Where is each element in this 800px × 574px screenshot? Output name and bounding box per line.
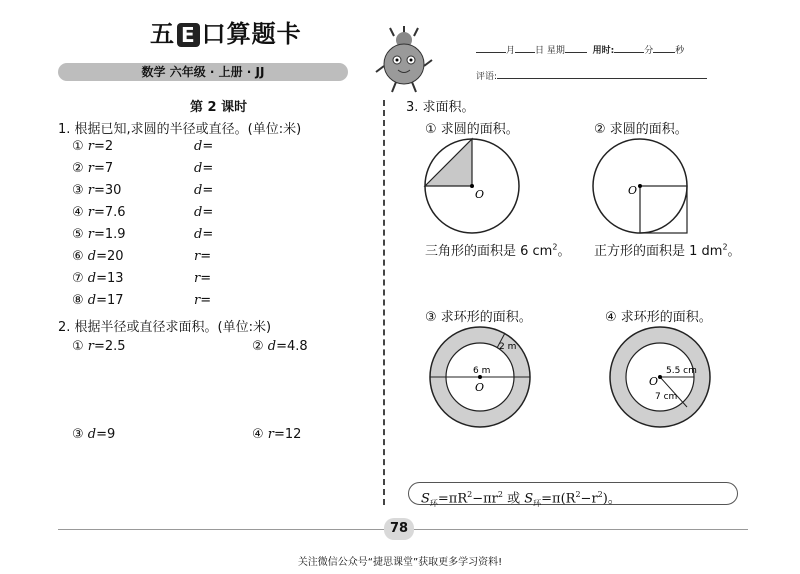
ring-figure-4 bbox=[605, 325, 720, 430]
question-1-item: ⑥ d=20 bbox=[72, 249, 124, 264]
sub1-note: 三角形的面积是 6 $cm^2$。 bbox=[425, 242, 571, 259]
center-label: O bbox=[628, 184, 638, 197]
question-1-item: ⑧ d=17 bbox=[72, 293, 124, 308]
question-1-answer: d= bbox=[194, 183, 214, 198]
question-1-item: ④ r=7.6 bbox=[72, 205, 126, 220]
sub4-label: ④ 求环形的面积。 bbox=[605, 310, 712, 325]
outer-radius-label: 7 cm bbox=[655, 392, 678, 402]
question-1-item: ③ r=30 bbox=[72, 183, 122, 198]
question-2-item: ① r=2.5 bbox=[72, 339, 126, 354]
card-title: 五 E 口算题卡 bbox=[150, 20, 302, 48]
lesson-title: 第 2 课时 bbox=[190, 100, 248, 115]
brand-logo: E bbox=[177, 23, 200, 47]
question-1-item: ① r=2 bbox=[72, 139, 114, 154]
question-1-answer: r= bbox=[194, 271, 212, 286]
question-1-title: 1. 根据已知,求圆的半径或直径。(单位:米) bbox=[58, 122, 302, 137]
subject-bar: 数学 六年级 · 上册 · JJ bbox=[58, 63, 348, 81]
circle-square-figure bbox=[588, 136, 698, 236]
sub3-label: ③ 求环形的面积。 bbox=[425, 310, 532, 325]
question-2-item: ③ d=9 bbox=[72, 427, 116, 442]
question-2-title: 2. 根据半径或直径求面积。(单位:米) bbox=[58, 320, 272, 335]
sub2-label: ② 求圆的面积。 bbox=[594, 122, 688, 137]
question-1-item: ② r=7 bbox=[72, 161, 114, 176]
sub1-label: ① 求圆的面积。 bbox=[425, 122, 519, 137]
ring-width-label: 2 m bbox=[499, 342, 517, 352]
question-1-answer: d= bbox=[194, 227, 214, 242]
question-1-item: ⑦ d=13 bbox=[72, 271, 124, 286]
question-1-answer: d= bbox=[194, 205, 214, 220]
question-1-answer: r= bbox=[194, 293, 212, 308]
question-2-item: ④ r=12 bbox=[252, 427, 302, 442]
ring-area-formula: $S_环=\pi R^2-\pi r^2$ 或 $S_环=\pi(R^2-r^2)$。 bbox=[408, 482, 738, 505]
center-label: O bbox=[475, 188, 485, 201]
mascot-icon bbox=[372, 26, 436, 96]
question-1-answer: r= bbox=[194, 249, 212, 264]
column-divider bbox=[383, 100, 385, 505]
inner-radius-label: 5.5 cm bbox=[666, 366, 697, 376]
circle-triangle-figure bbox=[420, 136, 530, 236]
ring-figure-3 bbox=[425, 325, 540, 430]
question-3-title: 3. 求面积。 bbox=[406, 100, 475, 115]
page-number: 78 bbox=[384, 518, 414, 540]
question-1-answer: d= bbox=[194, 161, 214, 176]
date-line: 月 日 星期 用时: 分 秒 bbox=[476, 43, 684, 56]
question-2-item: ② d=4.8 bbox=[252, 339, 308, 354]
question-1-item: ⑤ r=1.9 bbox=[72, 227, 126, 242]
question-1-answer: d= bbox=[194, 139, 214, 154]
center-label: O bbox=[649, 375, 659, 388]
footer-note: 关注微信公众号“捷思课堂”获取更多学习资料! bbox=[297, 557, 503, 568]
comment-line: 评语: bbox=[476, 69, 707, 82]
sub2-note: 正方形的面积是 1 $dm^2$。 bbox=[594, 242, 741, 259]
center-label: O bbox=[475, 381, 485, 394]
diameter-label: 6 m bbox=[473, 366, 491, 376]
